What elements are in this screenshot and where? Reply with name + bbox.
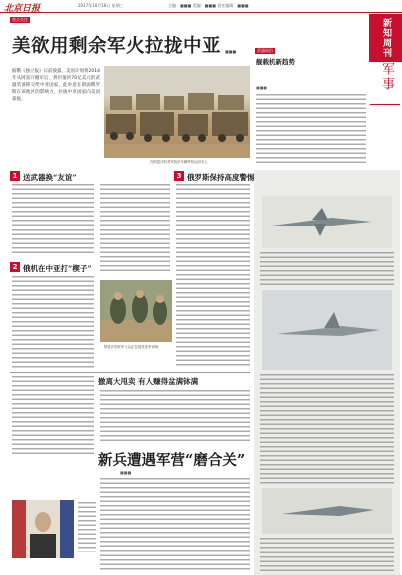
main-kicker: 焦点关注 bbox=[12, 17, 28, 22]
feature-divider bbox=[10, 372, 250, 373]
section-name: 军事 bbox=[379, 62, 394, 92]
aircraft-image bbox=[262, 196, 392, 248]
main-photo-caption: 在阿富汗的美军装甲车辆等待运回本土 bbox=[150, 160, 208, 164]
section-1-text bbox=[12, 184, 94, 256]
feature-text bbox=[100, 390, 250, 442]
armored-vehicles-image bbox=[104, 66, 250, 158]
portrait-caption-text bbox=[78, 502, 96, 552]
main-lead: 据俄《独立报》日前披露，美国计划将2014年从阿富汗撤军后，将价值约70亿美元的武器装备移交给中亚国家，此举意在削弱俄罗斯在该地区的影响力，拉拢中亚国家向美国靠拢。 bbox=[12, 69, 100, 102]
feature-title: 撤离大甩卖 有人赚得盆满钵满 bbox=[98, 377, 199, 386]
main-photo bbox=[104, 66, 250, 158]
main-byline: ■■■ bbox=[225, 49, 237, 54]
section-3-title: 俄罗斯保持高度警惕 bbox=[187, 173, 255, 182]
aircraft-photo bbox=[262, 196, 392, 248]
secondary-text bbox=[100, 478, 250, 572]
section-1-title: 送武器换“友谊” bbox=[23, 173, 77, 182]
section-3-text bbox=[176, 184, 250, 368]
main-headline: 美欲用剩余军火拉拢中亚 bbox=[12, 36, 222, 57]
aircraft-image-3 bbox=[262, 488, 392, 534]
sidebar-text-1 bbox=[260, 252, 394, 286]
newspaper-logo: 北京日报 bbox=[4, 4, 41, 14]
portrait-image bbox=[12, 500, 74, 558]
issue-date: 2017年10月18日 星期三 bbox=[78, 3, 124, 8]
section-rule bbox=[370, 104, 400, 105]
section-2-title: 俄机在中亚打“楔子” bbox=[23, 264, 92, 273]
section-banner-label: 新知周刊 bbox=[381, 18, 391, 58]
soldiers-image bbox=[100, 280, 172, 342]
right-headline: 舰载机新趋势 bbox=[256, 58, 295, 66]
secondary-byline: ■■■ bbox=[120, 470, 132, 475]
section-2-number: 2 bbox=[10, 262, 20, 272]
flag-photo bbox=[12, 500, 74, 558]
right-byline: ■■■ bbox=[256, 85, 267, 90]
section-3-number: 3 bbox=[174, 171, 184, 181]
soldiers-photo-caption: 阿富汗国民军士兵正在接受美军训练 bbox=[104, 345, 159, 349]
aircraft-photo-2 bbox=[262, 290, 392, 370]
middle-text-block bbox=[100, 184, 170, 274]
editor-info: 主编：■■■ 美编：■■■ 责任编辑：■■■ bbox=[168, 3, 249, 8]
right-text-block bbox=[256, 94, 366, 164]
masthead bbox=[0, 0, 402, 13]
right-kicker: 武器前沿 bbox=[257, 48, 273, 53]
section-1-number: 1 bbox=[10, 171, 20, 181]
left-lower-text bbox=[12, 376, 94, 456]
secondary-headline: 新兵遭遇军营“磨合关” bbox=[98, 452, 246, 469]
aircraft-image-2 bbox=[262, 290, 392, 370]
section-2-text bbox=[12, 276, 94, 368]
sidebar-text-3 bbox=[260, 538, 394, 572]
aircraft-photo-3 bbox=[262, 488, 392, 534]
soldiers-photo bbox=[100, 280, 172, 342]
section-banner bbox=[369, 14, 402, 62]
sidebar-text-2 bbox=[260, 374, 394, 484]
